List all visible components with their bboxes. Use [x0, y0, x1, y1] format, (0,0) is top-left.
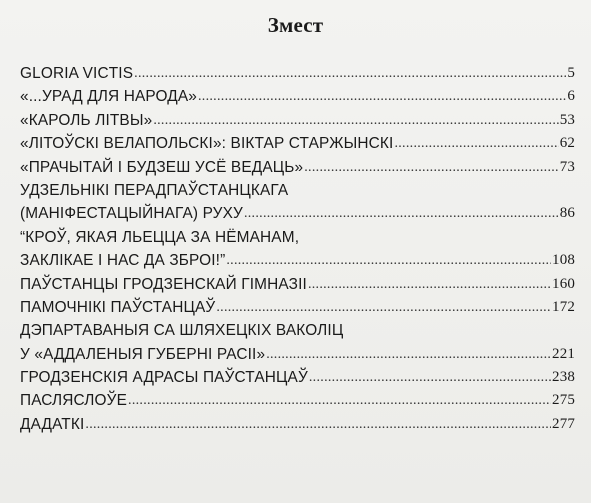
toc-entry-title: УДЗЕЛЬНІКІ ПЕРАДПАЎСТАНЦКАГА: [20, 181, 289, 199]
toc-entry-line: [20, 226, 575, 249]
toc-entry-title: «ЛІТОЎСКІ ВЕЛАПОЛЬСКІ»: ВІКТАР СТАРЖЫНСКІ: [20, 135, 394, 153]
toc-entry-title: ДАДАТКІ: [20, 415, 85, 433]
toc-entry-line: [20, 156, 575, 179]
toc-page-number: 73: [559, 158, 575, 175]
toc-entry-title: У «АДДАЛЕНЫЯ ГУБЕРНІ РАСІІ»: [20, 345, 266, 363]
toc-entry-line: [20, 366, 575, 389]
toc-entry-line: [20, 389, 575, 412]
toc-entry-line: [20, 109, 575, 132]
toc-entry-line: [20, 413, 575, 436]
toc-entry-line: [20, 273, 575, 296]
toc-entry-line: [20, 296, 575, 319]
toc-leader-dots: [85, 413, 551, 436]
toc-page-number: 86: [559, 205, 575, 222]
toc-entry-line: [20, 85, 575, 108]
toc-page-number: 5: [567, 64, 575, 81]
toc-entry-title: «...УРАД ДЛЯ НАРОДА»: [20, 88, 197, 106]
toc-entry-title: ПАЎСТАНЦЫ ГРОДЗЕНСКАЙ ГІМНАЗІІ: [20, 275, 307, 293]
toc-leader-dots: [226, 249, 551, 272]
toc-entry-title: ГРОДЗЕНСКІЯ АДРАСЫ ПАЎСТАНЦАЎ: [20, 369, 308, 387]
toc-page-number: 172: [552, 298, 575, 315]
toc-entry-title: GLORIA VICTIS: [20, 64, 134, 82]
toc-entry-title: (МАНІФЕСТАЦЫЙНАГА) РУХУ: [20, 205, 243, 223]
toc-page-number: 277: [552, 415, 575, 432]
toc-entry-line: [20, 132, 575, 155]
toc-entry-line: [20, 179, 575, 202]
toc-entry-title: «КАРОЛЬ ЛІТВЫ»: [20, 111, 153, 129]
toc-page-number: 238: [552, 369, 575, 386]
toc-entry-line: [20, 62, 575, 85]
toc-entry-title: “КРОЎ, ЯКАЯ ЛЬЕЦЦА ЗА НЁМАНАМ,: [20, 228, 300, 246]
toc-entry-title: ПАМОЧНІКІ ПАЎСТАНЦАЎ: [20, 298, 216, 316]
toc-leader-dots: [266, 343, 551, 366]
toc-entry-title: ДЭПАРТАВАНЫЯ СА ШЛЯХЕЦКІХ ВАКОЛІЦ: [20, 322, 344, 340]
toc-page-number: 275: [552, 392, 575, 409]
toc-entry-line: [20, 202, 575, 225]
table-of-contents: [20, 62, 575, 436]
toc-entry-line: [20, 319, 575, 342]
toc-leader-dots: [216, 296, 551, 319]
toc-page-number: 108: [552, 252, 575, 269]
toc-leader-dots: [394, 132, 558, 155]
toc-leader-dots: [244, 202, 559, 225]
toc-page-number: 62: [559, 135, 575, 152]
toc-entry-line: [20, 343, 575, 366]
page-title: Змест: [267, 13, 324, 37]
toc-leader-dots: [134, 62, 566, 85]
toc-page-number: 221: [552, 345, 575, 362]
toc-entry-title: «ПРАЧЫТАЙ І БУДЗЕШ УСЁ ВЕДАЦЬ»: [20, 158, 304, 176]
toc-page-number: 53: [559, 111, 575, 128]
toc-leader-dots: [153, 109, 558, 132]
toc-leader-dots: [308, 273, 551, 296]
toc-page-number: 6: [567, 88, 575, 105]
toc-leader-dots: [304, 156, 558, 179]
toc-leader-dots: [128, 389, 551, 412]
toc-page-number: 160: [552, 275, 575, 292]
toc-entry-line: [20, 249, 575, 272]
toc-entry-title: ПАСЛЯСЛОЎЕ: [20, 392, 128, 410]
toc-leader-dots: [309, 366, 551, 389]
toc-leader-dots: [198, 85, 566, 108]
toc-entry-title: ЗАКЛІКАЕ І НАС ДА ЗБРОІ!”: [20, 252, 226, 270]
